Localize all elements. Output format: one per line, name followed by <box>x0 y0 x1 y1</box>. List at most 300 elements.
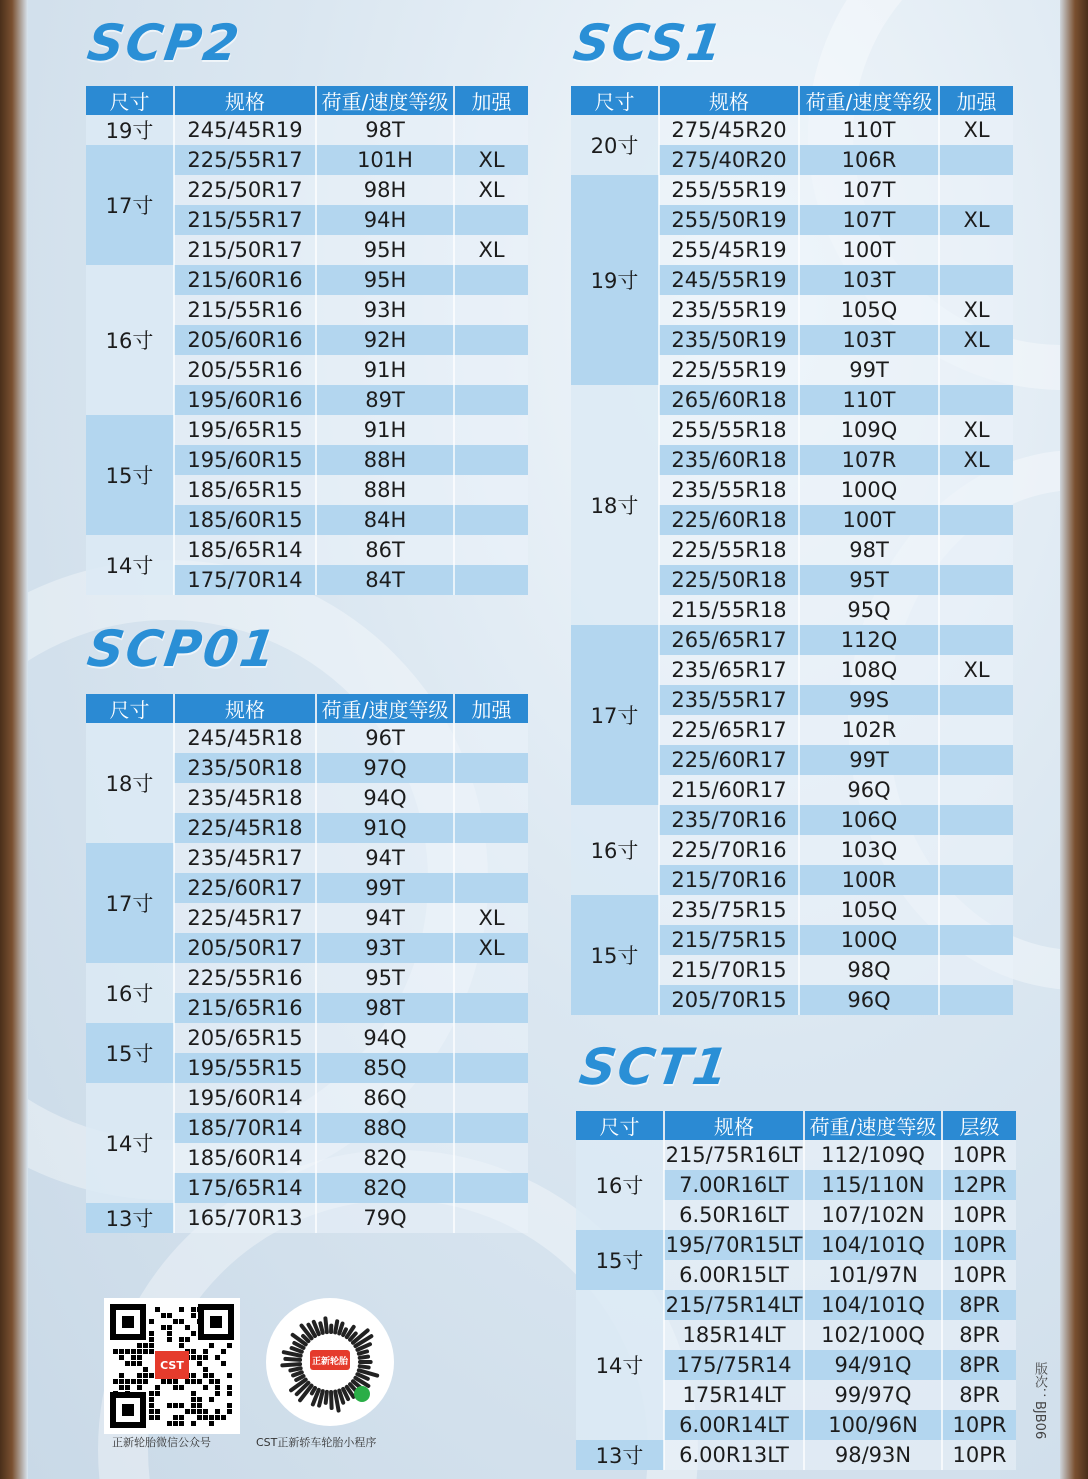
spec-cell: 205/65R15 <box>174 1023 316 1053</box>
table-row <box>571 175 1013 205</box>
load-speed-cell: 101/97N <box>804 1260 942 1290</box>
load-speed-cell: 96T <box>316 723 454 753</box>
spec-cell: 225/65R17 <box>659 715 799 745</box>
extra-cell: XL <box>939 295 1013 325</box>
load-speed-cell: 102R <box>799 715 939 745</box>
table-row <box>571 115 1013 145</box>
load-speed-cell: 115/110N <box>804 1170 942 1200</box>
extra-cell: 12PR <box>942 1170 1016 1200</box>
extra-cell <box>454 115 528 145</box>
extra-cell: XL <box>939 445 1013 475</box>
load-speed-cell: 100T <box>799 505 939 535</box>
load-speed-cell: 91Q <box>316 813 454 843</box>
load-speed-cell: 86Q <box>316 1083 454 1113</box>
load-speed-cell: 99/97Q <box>804 1380 942 1410</box>
load-speed-cell: 96Q <box>799 985 939 1015</box>
load-speed-cell: 104/101Q <box>804 1290 942 1320</box>
spec-cell: 275/45R20 <box>659 115 799 145</box>
table-row <box>86 843 528 873</box>
load-speed-cell: 107/102N <box>804 1200 942 1230</box>
load-speed-cell: 94T <box>316 903 454 933</box>
spec-cell: 6.00R15LT <box>664 1260 804 1290</box>
load-speed-cell: 95Q <box>799 595 939 625</box>
column-header: 加强 <box>454 86 528 115</box>
load-speed-cell: 103T <box>799 325 939 355</box>
extra-cell <box>454 415 528 445</box>
extra-cell <box>939 385 1013 415</box>
load-speed-cell: 107T <box>799 175 939 205</box>
spec-cell: 225/60R17 <box>659 745 799 775</box>
extra-cell <box>939 925 1013 955</box>
spec-cell: 225/45R18 <box>174 813 316 843</box>
load-speed-cell: 86T <box>316 535 454 565</box>
wechat-qr-caption: 正新轮胎微信公众号 <box>112 1436 211 1449</box>
spec-cell: 225/60R17 <box>174 873 316 903</box>
extra-cell <box>454 783 528 813</box>
spec-cell: 215/50R17 <box>174 235 316 265</box>
extra-cell: 10PR <box>942 1230 1016 1260</box>
load-speed-cell: 105Q <box>799 895 939 925</box>
spec-cell: 225/60R18 <box>659 505 799 535</box>
extra-cell <box>454 1113 528 1143</box>
edition-label: 版次：BJB06 <box>1032 1362 1047 1440</box>
size-group-cell: 15寸 <box>571 895 659 1015</box>
spec-cell: 215/55R17 <box>174 205 316 235</box>
load-speed-cell: 92H <box>316 325 454 355</box>
extra-cell <box>454 1023 528 1053</box>
extra-cell <box>939 685 1013 715</box>
extra-cell <box>939 895 1013 925</box>
load-speed-cell: 93H <box>316 295 454 325</box>
extra-cell <box>939 505 1013 535</box>
extra-cell <box>939 955 1013 985</box>
load-speed-cell: 104/101Q <box>804 1230 942 1260</box>
load-speed-cell: 100/96N <box>804 1410 942 1440</box>
extra-cell: XL <box>454 235 528 265</box>
extra-cell <box>454 723 528 753</box>
load-speed-cell: 99S <box>799 685 939 715</box>
column-header: 规格 <box>664 1111 804 1140</box>
spec-cell: 185/60R14 <box>174 1143 316 1173</box>
load-speed-cell: 79Q <box>316 1203 454 1233</box>
load-speed-cell: 103Q <box>799 835 939 865</box>
size-group-cell: 14寸 <box>86 535 174 595</box>
extra-cell <box>454 205 528 235</box>
extra-cell: XL <box>454 933 528 963</box>
extra-cell <box>454 1053 528 1083</box>
spec-cell: 225/55R17 <box>174 145 316 175</box>
spec-cell: 215/75R16LT <box>664 1140 804 1170</box>
load-speed-cell: 103T <box>799 265 939 295</box>
spec-table-scp01 <box>86 694 528 1233</box>
load-speed-cell: 88H <box>316 475 454 505</box>
load-speed-cell: 98Q <box>799 955 939 985</box>
spec-cell: 215/55R18 <box>659 595 799 625</box>
size-group-cell: 19寸 <box>86 115 174 145</box>
table-row <box>86 963 528 993</box>
load-speed-cell: 85Q <box>316 1053 454 1083</box>
table-row <box>86 115 528 145</box>
extra-cell <box>454 1203 528 1233</box>
load-speed-cell: 82Q <box>316 1143 454 1173</box>
extra-cell: XL <box>939 655 1013 685</box>
table-row <box>576 1290 1016 1320</box>
size-group-cell: 13寸 <box>86 1203 174 1233</box>
load-speed-cell: 100Q <box>799 475 939 505</box>
load-speed-cell: 91H <box>316 415 454 445</box>
extra-cell <box>454 265 528 295</box>
column-header: 尺寸 <box>86 86 174 115</box>
extra-cell <box>939 475 1013 505</box>
extra-cell <box>939 865 1013 895</box>
table-row <box>86 145 528 175</box>
extra-cell: XL <box>454 175 528 205</box>
spec-table-scs1 <box>571 86 1013 1015</box>
extra-cell <box>454 813 528 843</box>
table-header-row <box>571 86 1013 115</box>
spec-cell: 225/70R16 <box>659 835 799 865</box>
column-header: 加强 <box>939 86 1013 115</box>
table-header-row <box>86 694 528 723</box>
load-speed-cell: 98/93N <box>804 1440 942 1470</box>
spec-cell: 6.50R16LT <box>664 1200 804 1230</box>
load-speed-cell: 89T <box>316 385 454 415</box>
load-speed-cell: 94H <box>316 205 454 235</box>
spec-cell: 245/45R18 <box>174 723 316 753</box>
load-speed-cell: 105Q <box>799 295 939 325</box>
qr-pattern <box>107 1301 237 1431</box>
spec-cell: 235/70R16 <box>659 805 799 835</box>
size-group-cell: 17寸 <box>86 145 174 265</box>
table-row <box>571 805 1013 835</box>
size-group-cell: 15寸 <box>86 1023 174 1083</box>
spec-cell: 265/65R17 <box>659 625 799 655</box>
load-speed-cell: 110T <box>799 385 939 415</box>
miniapp-code-pattern <box>266 1298 394 1426</box>
extra-cell: XL <box>939 205 1013 235</box>
extra-cell: XL <box>454 903 528 933</box>
column-header: 荷重/速度等级 <box>316 694 454 723</box>
extra-cell <box>454 1143 528 1173</box>
size-group-cell: 16寸 <box>571 805 659 895</box>
load-speed-cell: 94Q <box>316 783 454 813</box>
size-group-cell: 14寸 <box>86 1083 174 1203</box>
spec-cell: 185R14LT <box>664 1320 804 1350</box>
extra-cell: XL <box>454 145 528 175</box>
spec-cell: 225/45R17 <box>174 903 316 933</box>
load-speed-cell: 94/91Q <box>804 1350 942 1380</box>
size-group-cell: 14寸 <box>576 1290 664 1440</box>
extra-cell: 10PR <box>942 1440 1016 1470</box>
extra-cell: XL <box>939 415 1013 445</box>
spec-cell: 255/45R19 <box>659 235 799 265</box>
size-group-cell: 19寸 <box>571 175 659 385</box>
extra-cell <box>939 715 1013 745</box>
spec-cell: 195/65R15 <box>174 415 316 445</box>
spec-cell: 195/70R15LT <box>664 1230 804 1260</box>
load-speed-cell: 99T <box>799 745 939 775</box>
load-speed-cell: 100Q <box>799 925 939 955</box>
size-group-cell: 15寸 <box>576 1230 664 1290</box>
miniapp-logo-text: 正新轮胎 <box>311 1357 349 1367</box>
spec-cell: 175/70R14 <box>174 565 316 595</box>
table-row <box>86 415 528 445</box>
extra-cell <box>454 475 528 505</box>
spec-cell: 235/55R19 <box>659 295 799 325</box>
column-header: 尺寸 <box>86 694 174 723</box>
spec-cell: 235/50R19 <box>659 325 799 355</box>
spec-cell: 205/60R16 <box>174 325 316 355</box>
extra-cell <box>454 355 528 385</box>
spec-cell: 185/65R14 <box>174 535 316 565</box>
load-speed-cell: 84T <box>316 565 454 595</box>
column-header: 荷重/速度等级 <box>804 1111 942 1140</box>
size-group-cell: 15寸 <box>86 415 174 535</box>
spec-cell: 205/50R17 <box>174 933 316 963</box>
extra-cell <box>939 745 1013 775</box>
table-row <box>86 1203 528 1233</box>
load-speed-cell: 95H <box>316 235 454 265</box>
load-speed-cell: 106Q <box>799 805 939 835</box>
table-row <box>86 723 528 753</box>
extra-cell: 8PR <box>942 1380 1016 1410</box>
table-row <box>571 385 1013 415</box>
wechat-qr-code[interactable] <box>104 1298 240 1434</box>
miniapp-qr-code[interactable] <box>266 1298 394 1426</box>
extra-cell <box>454 445 528 475</box>
extra-cell <box>939 175 1013 205</box>
size-group-cell: 20寸 <box>571 115 659 175</box>
spec-cell: 175R14LT <box>664 1380 804 1410</box>
extra-cell <box>939 145 1013 175</box>
table-row <box>571 625 1013 655</box>
size-group-cell: 16寸 <box>86 963 174 1023</box>
load-speed-cell: 109Q <box>799 415 939 445</box>
table-row <box>571 895 1013 925</box>
section-title-scs1: SCS1 <box>569 14 728 72</box>
load-speed-cell: 112/109Q <box>804 1140 942 1170</box>
spec-cell: 195/60R15 <box>174 445 316 475</box>
qr-logo-text: CST <box>160 1359 184 1372</box>
extra-cell <box>939 355 1013 385</box>
load-speed-cell: 100T <box>799 235 939 265</box>
table-row <box>86 535 528 565</box>
spec-cell: 7.00R16LT <box>664 1170 804 1200</box>
load-speed-cell: 84H <box>316 505 454 535</box>
spec-table-sct1 <box>576 1111 1016 1470</box>
column-header: 荷重/速度等级 <box>316 86 454 115</box>
extra-cell <box>454 963 528 993</box>
spec-cell: 235/45R17 <box>174 843 316 873</box>
spec-cell: 175/65R14 <box>174 1173 316 1203</box>
load-speed-cell: 102/100Q <box>804 1320 942 1350</box>
spec-cell: 225/55R19 <box>659 355 799 385</box>
spec-cell: 255/50R19 <box>659 205 799 235</box>
extra-cell: XL <box>939 325 1013 355</box>
size-group-cell: 18寸 <box>86 723 174 843</box>
load-speed-cell: 95T <box>316 963 454 993</box>
table-row <box>576 1140 1016 1170</box>
spec-cell: 205/55R16 <box>174 355 316 385</box>
size-group-cell: 16寸 <box>86 265 174 415</box>
load-speed-cell: 95T <box>799 565 939 595</box>
spec-cell: 225/55R18 <box>659 535 799 565</box>
load-speed-cell: 99T <box>316 873 454 903</box>
extra-cell <box>454 1083 528 1113</box>
extra-cell <box>939 595 1013 625</box>
spec-cell: 215/70R16 <box>659 865 799 895</box>
section-title-sct1: SCT1 <box>575 1038 734 1096</box>
load-speed-cell: 98H <box>316 175 454 205</box>
column-header: 规格 <box>174 86 316 115</box>
extra-cell <box>939 775 1013 805</box>
column-header: 层级 <box>942 1111 1016 1140</box>
spec-cell: 195/60R14 <box>174 1083 316 1113</box>
load-speed-cell: 106R <box>799 145 939 175</box>
table-row <box>86 1083 528 1113</box>
spec-cell: 6.00R14LT <box>664 1410 804 1440</box>
spec-cell: 225/50R18 <box>659 565 799 595</box>
extra-cell: 8PR <box>942 1290 1016 1320</box>
extra-cell <box>939 625 1013 655</box>
spec-cell: 205/70R15 <box>659 985 799 1015</box>
spec-cell: 165/70R13 <box>174 1203 316 1233</box>
extra-cell: 8PR <box>942 1320 1016 1350</box>
column-header: 荷重/速度等级 <box>799 86 939 115</box>
spec-cell: 215/65R16 <box>174 993 316 1023</box>
spec-cell: 185/70R14 <box>174 1113 316 1143</box>
load-speed-cell: 91H <box>316 355 454 385</box>
extra-cell <box>454 843 528 873</box>
spec-cell: 175/75R14 <box>664 1350 804 1380</box>
spec-cell: 185/60R15 <box>174 505 316 535</box>
spec-cell: 245/55R19 <box>659 265 799 295</box>
load-speed-cell: 99T <box>799 355 939 385</box>
load-speed-cell: 98T <box>316 993 454 1023</box>
size-group-cell: 17寸 <box>86 843 174 963</box>
spec-cell: 185/65R15 <box>174 475 316 505</box>
extra-cell <box>939 535 1013 565</box>
extra-cell: 10PR <box>942 1200 1016 1230</box>
extra-cell <box>454 565 528 595</box>
extra-cell <box>454 385 528 415</box>
section-title-scp01: SCP01 <box>83 620 282 678</box>
column-header: 加强 <box>454 694 528 723</box>
load-speed-cell: 108Q <box>799 655 939 685</box>
spec-cell: 215/55R16 <box>174 295 316 325</box>
spec-cell: 235/55R17 <box>659 685 799 715</box>
column-header: 尺寸 <box>576 1111 664 1140</box>
load-speed-cell: 88Q <box>316 1113 454 1143</box>
column-header: 规格 <box>659 86 799 115</box>
table-row <box>86 1023 528 1053</box>
spec-cell: 235/45R18 <box>174 783 316 813</box>
load-speed-cell: 110T <box>799 115 939 145</box>
spec-cell: 6.00R13LT <box>664 1440 804 1470</box>
load-speed-cell: 100R <box>799 865 939 895</box>
load-speed-cell: 93T <box>316 933 454 963</box>
extra-cell <box>454 535 528 565</box>
extra-cell <box>454 295 528 325</box>
size-group-cell: 18寸 <box>571 385 659 625</box>
extra-cell: 8PR <box>942 1350 1016 1380</box>
spec-cell: 265/60R18 <box>659 385 799 415</box>
load-speed-cell: 94T <box>316 843 454 873</box>
extra-cell <box>939 985 1013 1015</box>
spec-cell: 215/75R14LT <box>664 1290 804 1320</box>
spec-cell: 235/75R15 <box>659 895 799 925</box>
spec-cell: 215/60R17 <box>659 775 799 805</box>
spec-cell: 225/55R16 <box>174 963 316 993</box>
table-row <box>576 1440 1016 1470</box>
table-row <box>576 1230 1016 1260</box>
spec-cell: 195/55R15 <box>174 1053 316 1083</box>
extra-cell <box>454 1173 528 1203</box>
extra-cell <box>454 325 528 355</box>
extra-cell <box>454 873 528 903</box>
load-speed-cell: 98T <box>316 115 454 145</box>
spec-cell: 215/60R16 <box>174 265 316 295</box>
spec-cell: 245/45R19 <box>174 115 316 145</box>
spec-cell: 215/70R15 <box>659 955 799 985</box>
spec-cell: 235/60R18 <box>659 445 799 475</box>
table-row <box>86 265 528 295</box>
spec-cell: 225/50R17 <box>174 175 316 205</box>
size-group-cell: 16寸 <box>576 1140 664 1230</box>
load-speed-cell: 97Q <box>316 753 454 783</box>
load-speed-cell: 82Q <box>316 1173 454 1203</box>
spec-table-scp2 <box>86 86 528 595</box>
extra-cell <box>939 835 1013 865</box>
extra-cell <box>939 565 1013 595</box>
spec-cell: 215/75R15 <box>659 925 799 955</box>
miniapp-qr-caption: CST正新轿车轮胎小程序 <box>256 1436 377 1449</box>
extra-cell: 10PR <box>942 1260 1016 1290</box>
column-header: 规格 <box>174 694 316 723</box>
extra-cell <box>939 805 1013 835</box>
table-header-row <box>86 86 528 115</box>
miniapp-icon <box>354 1386 370 1402</box>
column-header: 尺寸 <box>571 86 659 115</box>
spec-cell: 275/40R20 <box>659 145 799 175</box>
load-speed-cell: 101H <box>316 145 454 175</box>
load-speed-cell: 95H <box>316 265 454 295</box>
table-header-row <box>576 1111 1016 1140</box>
extra-cell <box>454 993 528 1023</box>
spec-cell: 255/55R18 <box>659 415 799 445</box>
load-speed-cell: 107R <box>799 445 939 475</box>
load-speed-cell: 88H <box>316 445 454 475</box>
spec-cell: 235/50R18 <box>174 753 316 783</box>
size-group-cell: 13寸 <box>576 1440 664 1470</box>
extra-cell <box>454 753 528 783</box>
load-speed-cell: 98T <box>799 535 939 565</box>
extra-cell: XL <box>939 115 1013 145</box>
load-speed-cell: 107T <box>799 205 939 235</box>
section-title-scp2: SCP2 <box>83 14 245 72</box>
spec-cell: 235/65R17 <box>659 655 799 685</box>
extra-cell <box>939 265 1013 295</box>
load-speed-cell: 94Q <box>316 1023 454 1053</box>
extra-cell <box>454 505 528 535</box>
load-speed-cell: 96Q <box>799 775 939 805</box>
spec-cell: 195/60R16 <box>174 385 316 415</box>
spec-cell: 255/55R19 <box>659 175 799 205</box>
size-group-cell: 17寸 <box>571 625 659 805</box>
extra-cell: 10PR <box>942 1410 1016 1440</box>
extra-cell: 10PR <box>942 1140 1016 1170</box>
extra-cell <box>939 235 1013 265</box>
